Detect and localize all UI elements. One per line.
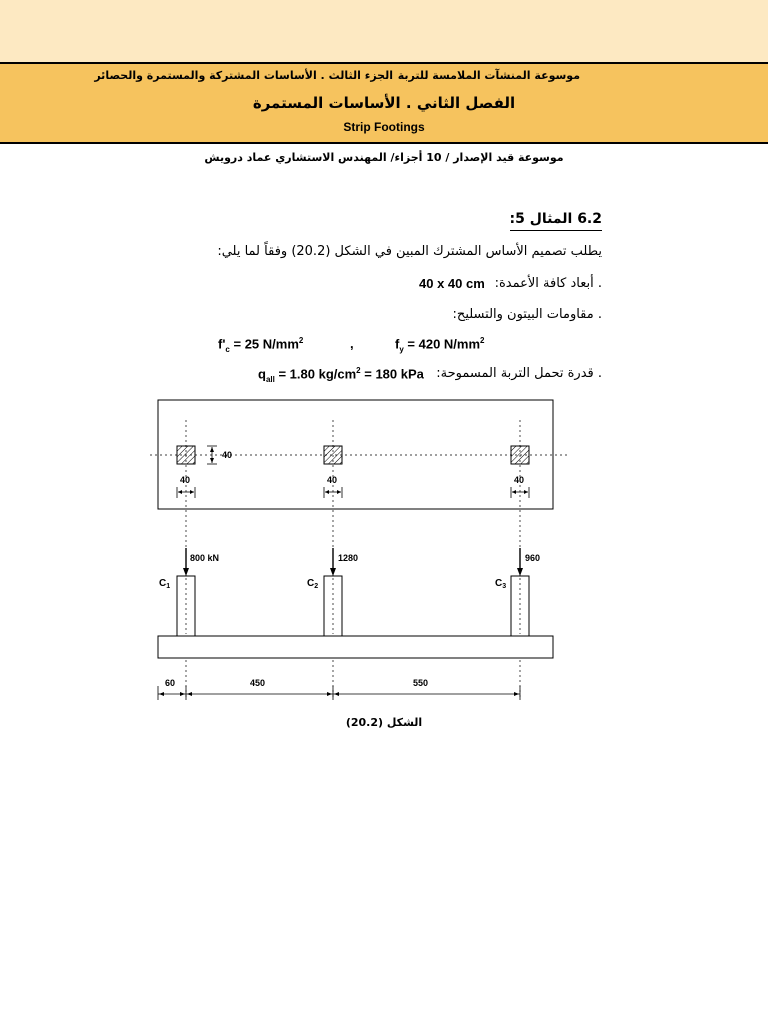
dim-column-width-label-2: 40 [327,475,338,485]
column-plan-1 [177,446,195,464]
fy-formula: $f_y = 420$ $N/mm^2$ [395,336,485,354]
dim-column-width-label-1: 40 [180,475,191,485]
header-encyclopedia: موسوعة المنشآت الملامسة للتربة [397,69,580,82]
footing-elevation [158,636,553,658]
dim-column-width-label-3: 40 [514,475,525,485]
columns-dimension-value: 40 x 40 cm [419,276,485,291]
header-part: الجزء الثالث . الأساسات المشتركة والمستمرة والحصائر [94,69,393,82]
chapter-title: الفصل الثاني . الأساسات المستمرة [252,94,516,112]
column-label-2: $C_2$ [307,578,319,590]
soil-capacity-formula: $q_{all} = 1.80$ $kg/cm^2 = 180$ kPa [258,366,424,384]
bullet-columns: . أبعاد كافة الأعمدة: [494,276,602,291]
bullet-soil-capacity: . قدرة تحمل التربة المسموحة: [436,366,602,381]
example-intro: يطلب تصميم الأساس المشترك المبين في الشكل (20.2) وفقاً لما يلي: [217,244,602,259]
load-label-1: 800 kN [190,553,220,563]
formula-separator: , [350,336,354,351]
figure-caption: الشكل (20.2) [345,716,423,729]
column-plan-3 [511,446,529,464]
load-label-2: 1280 [338,553,359,563]
column-plan-2 [324,446,342,464]
load-label-3: 960 [525,553,541,563]
fc-formula: $f'_c = 25$ $N/mm^2$ [218,336,304,354]
example-heading: 6.2 المثال 5: [510,211,602,231]
footing-plan [158,400,553,509]
bullet-strengths: . مقاومات البيتون والتسليح: [452,307,602,322]
dim-column-height-label: 40 [222,450,233,460]
chapter-subtitle: Strip Footings [343,120,425,134]
spacing-label-1: 60 [165,678,176,688]
spacing-label-2: 450 [250,678,266,688]
column-label-1: $C_1$ [159,578,171,590]
spacing-label-3: 550 [413,678,429,688]
column-label-3: $C_3$ [495,578,507,590]
series-note: موسوعة قيد الإصدار / 10 أجزاء/ المهندس الاستشاري عماد درويش [204,151,564,164]
